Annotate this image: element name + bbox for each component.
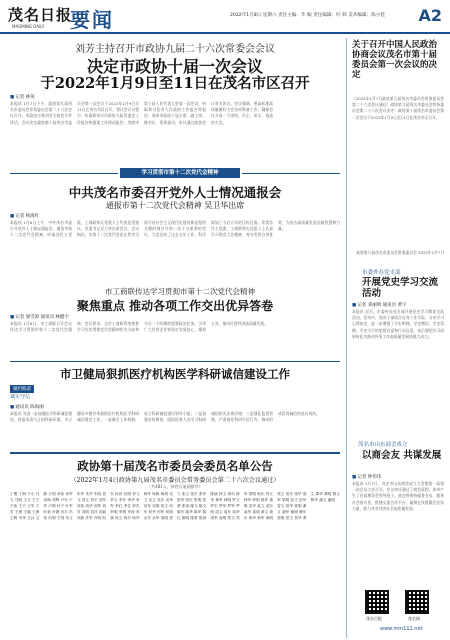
side-low-kicker: 茂名市山东商会成立: [358, 442, 408, 448]
section-title: 要闻: [70, 8, 114, 32]
gsl-kicker: 市工商联传达学习贯彻市第十二次党代会精神: [105, 287, 255, 296]
second-subhead: 通报市第十二次党代会精神 吴卫华出席: [105, 201, 245, 210]
qr-code-1: [365, 590, 389, 614]
newspaper-logo: 茂名日报: [8, 6, 73, 24]
lead-headline-line-1: 决定市政协十届一次会议: [86, 57, 263, 76]
qr-label-1: 茂名日报: [366, 616, 382, 621]
roster-names: 丁俊 丁海 于小 马力 马明 王文 王宁 王伟 王兴 王军 王芳 王勇 王健 王海 王辉 韦华 文兵 文静 方明 邓伟 邓军 邓海 邓辉 卢东 卢华 卢明 叶宁 叶军 叶新 叶静 田丰 冯伟 冯明 宁国 朱文 朱军 朱华 朱明 刘飞 刘文 刘平 刘东 刘伟 刘华 刘军 刘芳 刘明 刘洋 刘斌 刘新 许军 许明 阮东 孙伟 杜明 李飞 李文 李东 李华 李军 李红 李芳 李杰 李明 李勇 李涛 李斌 杨文 杨东 杨华 杨军 杨帆 杨明 吴卫 吴文 吴东 吴华 吴军 吴明 何文 何东 何华 何军 何明 余东 余华 邹明 张力 张文 张东 张华 张军 张红 张明 张勇 张涛 陈飞 陈文 陈东 陈华 陈军 陈红 陈明 陈勇 陈涛 陈斌 林文 林东 林华 林军 林明 罗文 罗东 罗华 罗军 罗明 周文 周东 周华 周军 庞明 郑文 郑华 郑明 柯东 钟文 钟华 钟明 姚军 秦明 袁华 莫文 莫东 莫华 莫明 黄文 黄东 黄华 黄军 黄明 梁文 梁东 梁华 梁军 梁明 彭文 彭华 曾文 曾华 曾明 谢文 谢华 谢明 赖东 詹明 蔡文 蔡华 谭文 谭华 谭明 黎文 黎华 潘文 潘明: [10, 492, 340, 521]
gsl-byline: ■ 记者 梁雪姣 通讯员 林健宇: [10, 314, 69, 320]
side-low-body: 本报讯 1月7日，茂名市山东商会成立大会暨第一届第一次会员大会召开。会议审议通过了商会章程，选举产生了首届理事会领导班子。商会将秉持服务会员、服务社会的宗旨，搭建交流合作平台，凝聚在茂鲁籍企业家力量，助力茂名经济社会高质量发展。: [352, 481, 444, 511]
side-mid-byline: ■ 记者 邓丽明 通讯员 黄宇: [352, 302, 407, 308]
side-mid-kicker: 市委外办党支部: [362, 270, 401, 276]
side-low-byline: ■ 记者 钟伟伟: [352, 474, 381, 480]
issue-meta: 2022年1月8日 星期六 责任主编：毕 编 责任编辑：叶 韩 美术编辑：陈小桂: [230, 13, 385, 18]
band-rule-left: [10, 173, 118, 174]
side-low-headline: 以商会友 共谋发展: [362, 450, 442, 461]
second-byline: ■ 记者 杨海红: [10, 213, 39, 219]
newspaper-logo-subtitle: MAOMING DAILY: [12, 24, 45, 29]
lead-kicker: 刘芳主持召开市政协九届二十六次常委会会议: [75, 44, 275, 55]
page-number: A2: [418, 6, 442, 25]
gsl-headline: 聚焦重点 推动各项工作交出优异答卷: [76, 299, 274, 313]
column-divider: [346, 38, 347, 638]
hospital-top-rule: [10, 361, 340, 362]
qr-code-2: [405, 590, 429, 614]
second-body: 本报讯 1月6日上午，中共茂名市委召开党外人士情况通报会，通报市第十二次党代会精神，听取各民主党派、工商联和无党派人士代表意见建议。市委书记吴卫华出席会议。会议指出，市第十二次党代会是在我市全面开启社会主义现代化建设新征程的关键时刻召开的一次十分重要的会议，大会总结了过去五年工作，科学谋划了今后五年的目标任务。希望各民主党派、工商联和无党派人士认真学习领会大会精神，充分发挥自身优势，为茂名高质量发展贡献智慧和力量。: [10, 220, 340, 238]
roster-top-rule: [10, 452, 340, 454]
lead-headline-line-2: 于2022年1月9日至11日在茂名市区召开: [40, 75, 310, 92]
second-headline: 中共茂名市委召开党外人士情况通报会: [68, 185, 282, 200]
roster-headline: 政协第十届茂名市委员会委员名单公告: [77, 459, 273, 473]
hospital-body: 本报讯 为进一步加强医学科研诚信建设，营造风清气正的科研环境，市卫健局多措并举狠抓医疗机构医学科研诚信建设工作。一是健全工作机制，成立科研诚信建设领导小组；二是加强宣传教育，组织医务人员学习科研诚信相关法律法规；三是强化监督管理，严肃查处科研失信行为，推动形成崇尚诚信的良好风尚。: [10, 411, 320, 423]
lead-byline: ■ 记者 林英: [10, 94, 35, 100]
band-rule-right: [242, 173, 340, 174]
roster-subhead: （2022年1月4日政协第九届茂名市委员会常务委员会第二十六次会议通过）: [70, 477, 280, 484]
website-url[interactable]: www.mm111.net: [380, 626, 423, 632]
qr-label-2: 茂名网: [408, 616, 420, 621]
hospital-headline: 市卫健局狠抓医疗机构医学科研诚信建设工作: [60, 367, 290, 381]
hospital-tag-1: 履约践诺: [10, 385, 34, 393]
side-top-headline: 关于召开中国人民政治协商会议茂名市第十届委员会第一次会议的决定: [352, 40, 438, 80]
gsl-body: 本报讯 1月6日，市工商联召开会议传达学习贯彻市第十二次党代会精神。会议要求，全市工商联系统要把学习宣传贯彻党代会精神作为当前和今后一个时期的重要政治任务，引导广大民营企业家坚定发展信心，聚焦主业，推动民营经济高质量发展。: [10, 321, 268, 333]
side-top-signature: 政协第九届茂名市委员会常务委员会 2022年1月7日: [356, 250, 444, 255]
study-band: 学习贯彻市第十二次党代会精神: [120, 168, 240, 178]
roster-note: （共481人，按姓氏笔画排序）: [147, 484, 203, 489]
side-mid-body: 本报讯 近日，市委外办党支部开展党史学习教育交流活动。活动中，党员干部结合自身工作实际，分享学习心得体会，进一步增强了学史明理、学史增信、学史崇德、学史力行的思想自觉和行动自觉，表示要把学习成果转化为推动外事工作高质量发展的强大动力。: [352, 309, 444, 339]
hospital-byline: ■ 通讯员 陈海丽: [10, 404, 44, 410]
side-mid-headline: 开展党史学习交流活动: [362, 277, 439, 299]
side-top-body: （2022年1月7日政协第九届茂名市委员会常务委员会第二十六次会议通过）政协第九届茂名市委员会常务委员会第二十六次会议决定：政协第十届茂名市委员会第一次会议于2022年1月9日至11日在茂名市区召开。: [352, 96, 444, 120]
lead-body: 本报讯 1月7日下午，政协第九届茂名市委员会常务委员会第二十六次会议召开。市政协主席刘芳主持会议并讲话。会议决定政协第十届茂名市委员会第一次会议于2022年1月9日至11日在茂名市区召开，建议会议议程为：听取和审议市政协九届常委会工作报告和提案工作情况报告；列席市第十届人民代表大会第一次会议，听取和讨论市人民政府工作报告等报告；选举市政协十届主席、副主席、秘书长、常务委员；审议通过政协会议有关决议。会议强调，要高标准高质量做好大会各项筹备工作，确保会议开成一个团结、民主、求实、奋进的大会。: [10, 101, 273, 125]
hospital-tag-2: 诚实守信: [10, 394, 31, 400]
